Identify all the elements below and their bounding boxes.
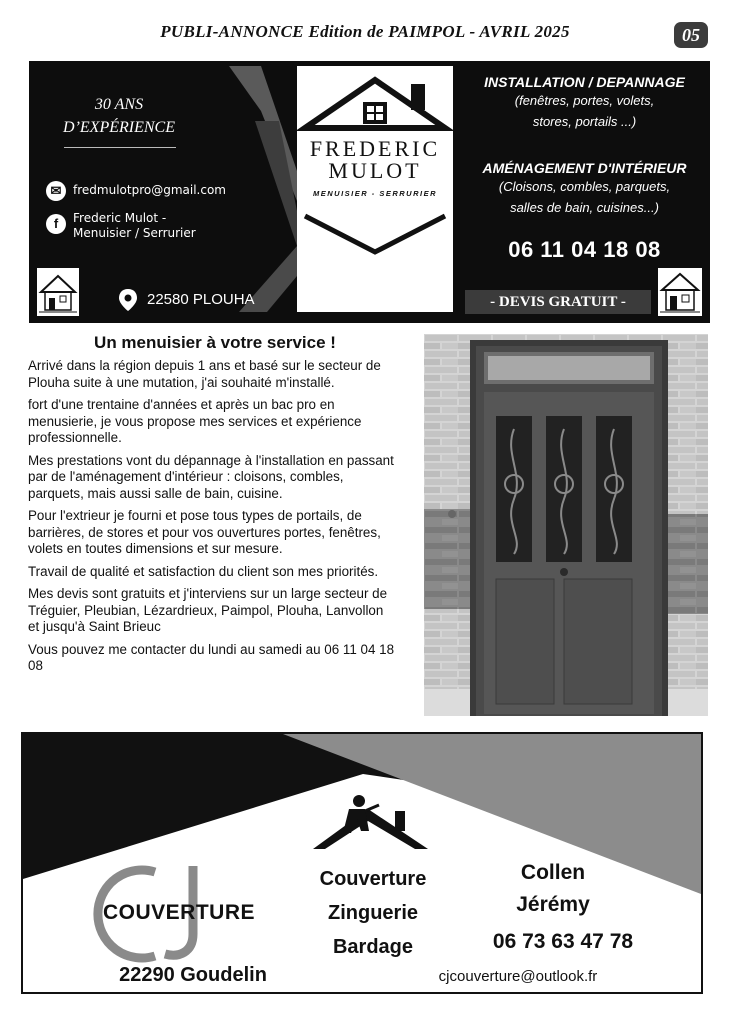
cj-owner-name: Collen Jérémy (516, 861, 590, 916)
house-illustration-icon-right (658, 268, 702, 316)
location-text: 22580 PLOUHA (147, 291, 255, 308)
article-paragraph: Arrivé dans la région depuis 1 ans et basé sur le secteur de Plouha suite à une mutation, j'ai souhaité m'installé. (28, 358, 381, 390)
mulot-advertisement (29, 61, 710, 323)
article-paragraph: Mes prestations vont du dépannage à l'installation en passant par de l'aménagement d'intérieur : cloisons, combles, parquets, mais aussi salle de bain, cuisine. (28, 452, 394, 501)
article-body (28, 358, 398, 681)
article-paragraph: Vous pouvez me contacter du lundi au samedi au 06 11 04 18 08 (28, 641, 395, 673)
logo-name: FREDERIC MULOT (309, 136, 441, 183)
mulot-logo-panel (297, 66, 453, 312)
house-illustration-icon (37, 268, 79, 316)
door-image (424, 334, 708, 716)
experience-text: 30 ANS D’EXPÉRIENCE (63, 96, 175, 136)
page-number-badge: 05 (674, 22, 708, 48)
service-amenagement: AMÉNAGEMENT D'INTÉRIEUR (Cloisons, combles, parquets, salles de bain, cuisines...) (482, 160, 687, 215)
facebook-page: Frederic Mulot - Menuisier / Serrurier (73, 211, 196, 240)
cj-location: 22290 Goudelin (119, 964, 267, 986)
cj-couverture-advertisement (21, 732, 703, 994)
roofer-icon (303, 789, 438, 864)
article-paragraph: Pour l'extrieur je fourni et pose tous types de portails, de barrières, de stores et pour vos ouvertures portes, fenêtres, volets en toutes dimensions et sur mesure. (28, 508, 381, 556)
location-pin-icon (117, 288, 139, 312)
page-header-title: PUBLI-ANNONCE Edition de PAIMPOL - AVRIL 2025 (160, 22, 570, 41)
article-title: Un menuisier à votre service ! (94, 333, 336, 352)
cj-services: Couverture Zinguerie Bardage (319, 868, 427, 958)
door-photo (424, 334, 708, 716)
email-icon: ✉ (46, 181, 66, 201)
article-paragraph: Mes devis sont gratuits et j'interviens sur un large secteur de Tréguier, Pleubian, Lézardrieux, Paimpol, Plouha, Lanvollon et jusqu'à Saint Brieuc (28, 586, 388, 634)
cj-phone: 06 73 63 47 78 (492, 930, 634, 953)
divider (64, 147, 176, 148)
email-address: fredmulotpro@gmail.com (73, 183, 226, 197)
facebook-icon: f (46, 214, 66, 234)
phone-number: 06 11 04 18 08 (508, 237, 661, 262)
cj-email: cjcouverture@outlook.fr (438, 968, 598, 985)
logo-tagline: MENUISIER - SERRURIER (312, 189, 437, 198)
devis-gratuit-badge: - DEVIS GRATUIT - (465, 290, 651, 314)
article-paragraph: fort d'une trentaine d'années et après un bac pro en menusierie, je vous propose mes services et expérience professionnelle. (28, 397, 362, 445)
article-paragraph: Travail de qualité et satisfaction du client son mes priorités. (28, 563, 379, 579)
cj-logo-word: COUVERTURE (103, 901, 256, 924)
service-installation: INSTALLATION / DEPANNAGE (fenêtres, portes, volets, stores, portails ...) (484, 74, 685, 129)
